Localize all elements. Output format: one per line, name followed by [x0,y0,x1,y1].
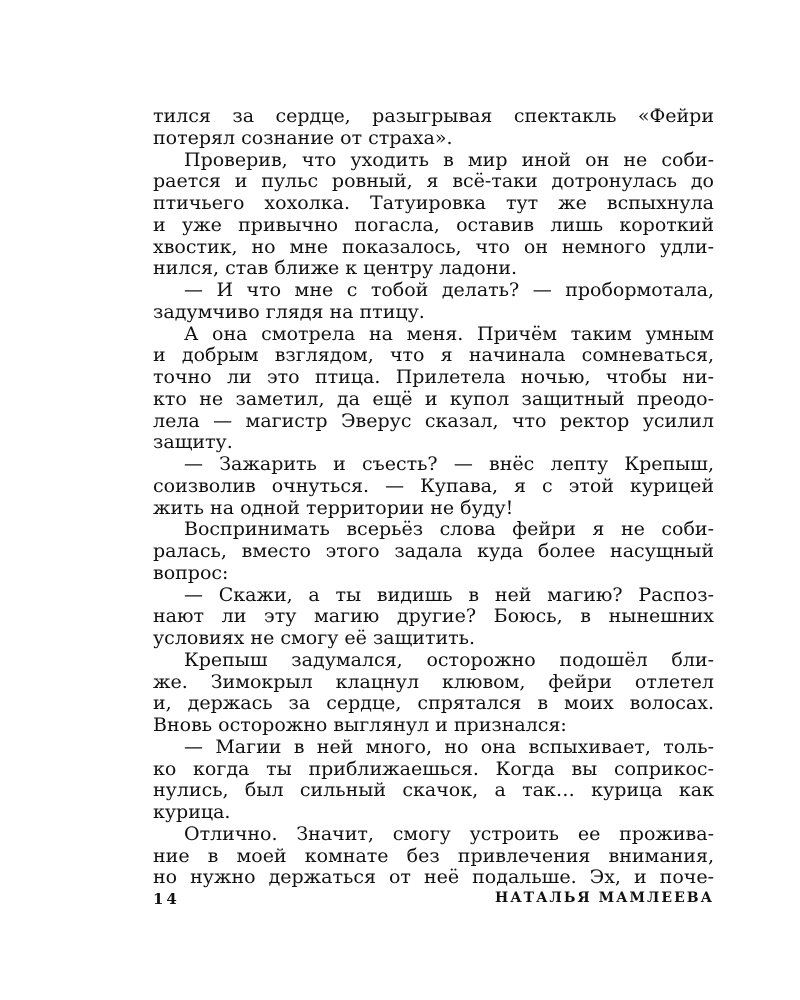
text-line: задумчиво глядя на птицу. [153,300,425,323]
book-page-text [153,106,714,889]
text-line: же. Зимокрыл клацнул клювом, фейри отлетел [153,670,714,693]
text-line: — Скажи, а ты видишь в ней магию? Распоз- [184,583,714,606]
text-line: нился, став ближе к центру ладони. [153,257,518,280]
text-line: лела — магистр Эверус сказал, что ректор усилил [153,409,714,432]
text-line: — И что мне с тобой делать? — пробормотала, [184,279,714,301]
text-line: — Зажарить и съесть? — внёс лепту Крепыш, [184,453,714,475]
text-line: Крепыш задумался, осторожно подошёл бли- [184,648,714,671]
text-line: нают ли эту магию другие? Боюсь, в нынешних [153,605,714,628]
text-line: ние в моей комнате без привлечения внимания, [153,844,714,867]
text-line: и, держась за сердце, спрятался в моих волосах. [153,692,714,715]
text-line: тился за сердце, разыгрывая спектакль «Фейри [153,105,714,127]
text-line: курица. [153,801,231,823]
text-line: хвостик, но мне показалось, что он немного удли- [153,235,714,258]
text-line: но нужно держаться от неё подальше. Эх, и поче- [153,866,714,889]
page-number: 14 [153,890,180,908]
page-footer [153,890,714,912]
text-line: Вновь осторожно выглянул и признался: [153,714,567,736]
text-line: рается и пульс ровный, я всё-таки дотронулась до [153,170,714,193]
text-line: точно ли это птица. Прилетела ночью, чтобы ни- [153,366,714,388]
text-line: Проверив, что уходить в мир иной он не соби- [184,148,714,171]
running-footer-author: НАТАЛЬЯ МАМЛЕЕВА [495,890,714,906]
text-line: кто не заметил, да ещё и купол защитный преодо- [153,387,714,410]
text-line: и добрым взглядом, что я начинала сомневаться, [153,344,714,367]
text-line: птичьего хохолка. Татуировка тут же вспыхнула [153,192,714,214]
text-line: соизволив очнуться. — Купава, я с этой курицей [153,474,714,497]
text-line: жить на одной территории не буду! [153,496,514,519]
text-line: — Магии в ней много, но она вспыхивает, толь- [184,735,714,758]
text-line: ралась, вместо этого задала куда более насущный [153,540,714,562]
text-line: и уже привычно погасла, оставив лишь короткий [153,213,714,236]
text-line: защиту. [153,431,233,454]
text-line: А она смотрела на меня. Причём таким умным [184,322,714,345]
text-line: условиях не смогу её защитить. [153,627,476,649]
text-line: Отлично. Значит, смогу устроить ее прожива- [184,822,714,845]
text-line: ко когда ты приближаешься. Когда вы соприкос- [153,757,714,780]
text-line: Воспринимать всерьёз слова фейри я не соби- [184,518,714,541]
text-line: нулись, был сильный скачок, а так… курица как [153,779,714,802]
text-line: потерял сознание от страха». [153,126,453,149]
text-line: вопрос: [153,561,229,584]
